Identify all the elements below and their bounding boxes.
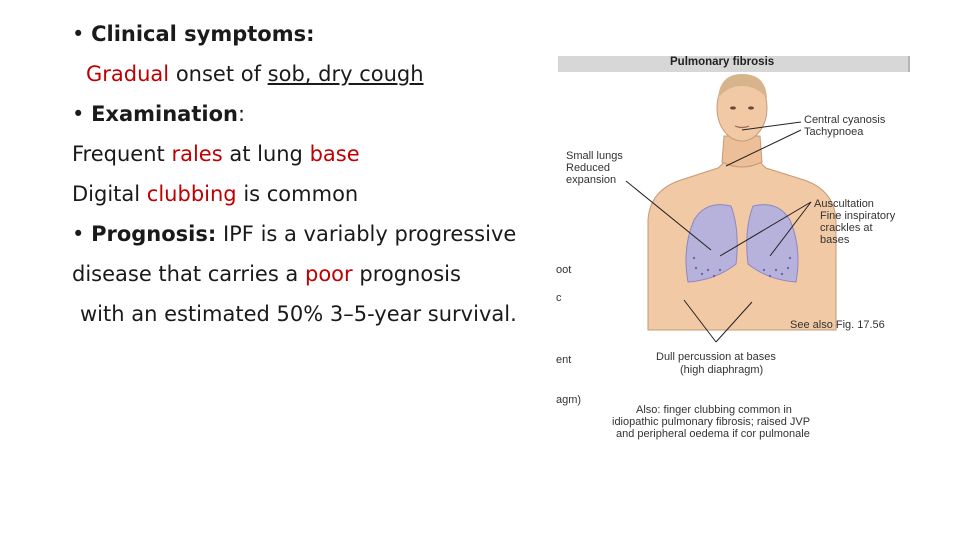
clubbing-line xyxy=(72,174,562,214)
label-reduced: Reduced xyxy=(566,162,611,174)
prognosis-line-1 xyxy=(72,214,562,254)
bullet: • xyxy=(72,222,85,246)
label-small-lungs: Small lungs xyxy=(566,150,623,162)
prognosis-heading: Prognosis: xyxy=(91,222,217,246)
prognosis-text-1: IPF is a variably progressive xyxy=(222,222,517,246)
cropped-text-fragment: oot xyxy=(556,264,572,276)
symptoms-heading: Clinical symptoms: xyxy=(91,22,315,46)
symptoms-heading-line xyxy=(72,14,562,54)
prognosis-text-2-post: prognosis xyxy=(359,262,461,286)
torso-illustration xyxy=(556,50,916,460)
clubbing-pre: Digital xyxy=(72,182,141,206)
symptoms-list: sob, dry cough xyxy=(267,62,424,86)
symptoms-gradual: Gradual xyxy=(86,62,170,86)
prognosis-text-2-pre: disease that carries a xyxy=(72,262,299,286)
bullet: • xyxy=(72,102,85,126)
label-also-line-2: idiopathic pulmonary fibrosis; raised JVP xyxy=(612,416,811,428)
label-dull-percussion: Dull percussion at bases xyxy=(656,351,776,363)
figure-title: Pulmonary fibrosis xyxy=(670,56,775,68)
bullet: • xyxy=(72,22,85,46)
prognosis-line-3: with an estimated 50% 3–5-year survival. xyxy=(80,302,517,326)
label-also-line-3: and peripheral oedema if cor pulmonale xyxy=(616,428,810,440)
cropped-text-fragment: ent xyxy=(556,354,572,366)
prognosis-line-2 xyxy=(72,254,562,294)
label-high-diaphragm: (high diaphragm) xyxy=(680,364,764,376)
slide-text-block xyxy=(72,14,562,334)
exam-heading-line xyxy=(72,94,562,134)
eye-right xyxy=(748,106,754,109)
rales-mid: at lung xyxy=(229,142,303,166)
rales-line xyxy=(72,134,562,174)
label-fine-inspiratory: Fine inspiratory xyxy=(820,210,896,222)
prognosis-poor: poor xyxy=(305,262,353,286)
torso-shape xyxy=(648,150,836,330)
rales-base: base xyxy=(309,142,360,166)
label-crackles-at: crackles at xyxy=(820,222,873,234)
label-tachypnoea: Tachypnoea xyxy=(804,126,864,138)
cropped-text-fragment: agm) xyxy=(556,394,582,406)
label-bases: bases xyxy=(820,234,850,246)
eye-left xyxy=(730,106,736,109)
clubbing-word: clubbing xyxy=(146,182,237,206)
label-also-line-1: Also: finger clubbing common in xyxy=(636,404,792,416)
pulmonary-fibrosis-figure xyxy=(556,50,916,460)
rales-pre: Frequent xyxy=(72,142,165,166)
label-central-cyanosis: Central cyanosis xyxy=(804,114,886,126)
symptoms-line xyxy=(72,54,562,94)
exam-heading: Examination xyxy=(91,102,238,126)
exam-colon: : xyxy=(237,102,246,126)
label-auscultation: Auscultation xyxy=(814,198,874,210)
label-expansion: expansion xyxy=(566,174,617,186)
cropped-text-fragment: c xyxy=(556,292,562,304)
clubbing-post: is common xyxy=(243,182,359,206)
symptoms-onset: onset of xyxy=(175,62,261,86)
rales-word: rales xyxy=(171,142,223,166)
label-see-also: See also Fig. 17.56 xyxy=(790,319,885,331)
